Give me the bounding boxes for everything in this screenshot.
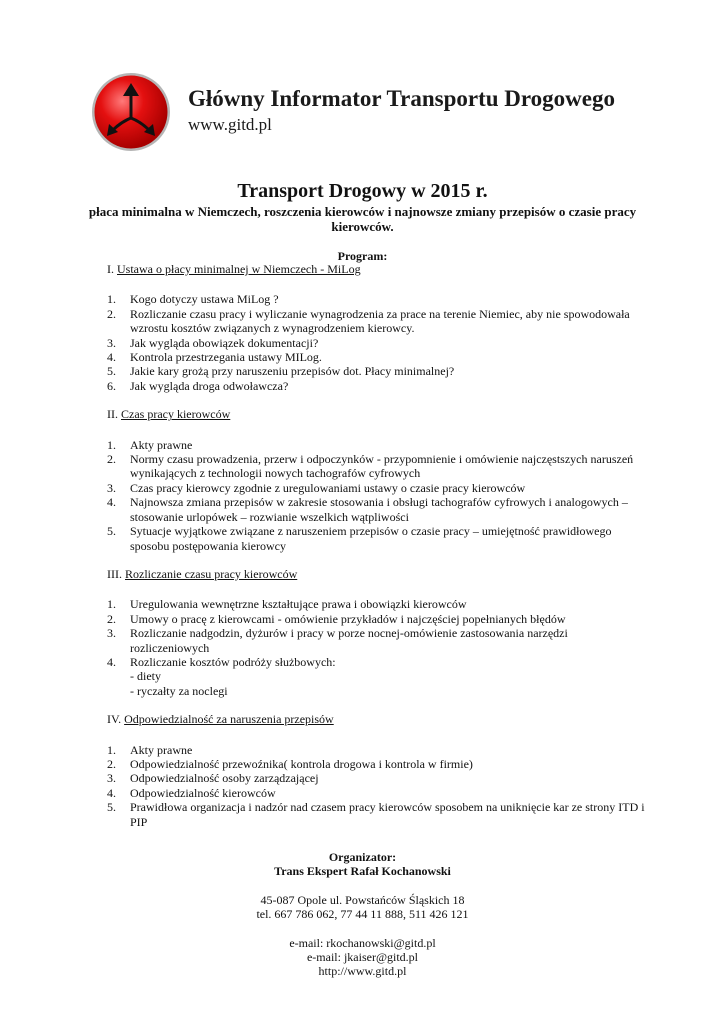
sub-item: - ryczałty za noclegi (130, 683, 228, 698)
section-numeral: I. (107, 262, 114, 276)
list-item (107, 786, 647, 800)
list-item (107, 364, 647, 378)
item-text: Najnowsza zmiana przepisów w zakresie stosowania i obsługi tachografów cyfrowych i analogowych – stosowanie urlopówek – rozwianie wszelkich wątpliwości (130, 495, 628, 524)
item-text: Odpowiedzialność przewoźnika( kontrola drogowa i kontrola w firmie) (130, 756, 473, 771)
section-list (107, 743, 647, 829)
section-numeral: III. (107, 566, 122, 581)
organizer-address: 45-087 Opole ul. Powstańców Śląskich 18 (260, 892, 465, 907)
item-number: 4. (107, 785, 116, 800)
section-numeral: II. (107, 407, 118, 422)
document-subtitle: płaca minimalna w Niemczech, roszczenia kierowców i najnowsze zmiany przepisów o czasie pracy kierowców. (88, 204, 637, 234)
section-heading (107, 567, 647, 581)
item-number: 5. (107, 524, 116, 539)
organizer-email-1[interactable]: e-mail: rkochanowski@gitd.pl (289, 935, 436, 950)
section-list (107, 597, 647, 698)
gitd-logo-icon (91, 72, 171, 152)
item-text: Umowy o pracę z kierowcami - omówienie przykładów i najczęściej popełnianych błędów (130, 611, 566, 626)
item-number: 2. (107, 306, 116, 321)
organizer-email-2[interactable]: e-mail: jkaiser@gitd.pl (306, 950, 419, 965)
organizer-phone: tel. 667 786 062, 77 44 11 888, 511 426 121 (256, 907, 469, 922)
org-title: Główny Informator Transportu Drogowego (188, 86, 615, 111)
item-text: Kogo dotyczy ustawa MiLog ? (130, 292, 279, 307)
list-item (107, 612, 647, 626)
item-number: 4. (107, 350, 116, 365)
item-number: 4. (107, 495, 116, 510)
item-text: Czas pracy kierowcy zgodnie z uregulowaniami ustawy o czasie pracy kierowców (130, 480, 526, 495)
item-number: 5. (107, 364, 116, 379)
section-title: Odpowiedzialność za naruszenia przepisów (124, 712, 334, 727)
item-number: 1. (107, 292, 116, 307)
section-numeral: IV. (107, 712, 122, 727)
item-text: Normy czasu prowadzenia, przerw i odpoczynków - przypomnienie i omówienie najczęstszych naruszeń wynikających z technologii nowych tachografów cyfrowych (130, 452, 634, 481)
section-title: Ustawa o płacy minimalnej w Niemczech - MiLog (117, 262, 361, 276)
list-item (107, 597, 647, 611)
item-text: Jakie kary grożą przy naruszeniu przepisów dot. Płacy minimalnej? (130, 364, 455, 379)
program-content (107, 262, 647, 829)
list-item (107, 757, 647, 771)
list-item (107, 743, 647, 757)
section-title: Czas pracy kierowców (121, 407, 231, 422)
item-text: Uregulowania wewnętrzne kształtujące prawa i obowiązki kierowców (130, 597, 467, 612)
item-text: Rozliczanie nadgodzin, dyżurów i pracy w porze nocnej-omówienie zastosowania narzędzi rozliczeniowych (130, 626, 568, 655)
item-number: 1. (107, 597, 116, 612)
item-number: 1. (107, 437, 116, 452)
list-item (107, 350, 647, 364)
item-text-group (130, 655, 647, 698)
list-item (107, 524, 647, 553)
list-item (107, 307, 647, 336)
organizer-name: Trans Ekspert Rafał Kochanowski (274, 864, 451, 879)
section-heading (107, 712, 647, 726)
list-item (107, 379, 647, 393)
item-text: Akty prawne (130, 437, 193, 452)
item-text: Akty prawne (130, 742, 193, 757)
item-number: 2. (107, 756, 116, 771)
organizer-block (0, 850, 725, 979)
item-number: 3. (107, 335, 116, 350)
section-heading (107, 407, 647, 421)
organizer-website[interactable]: http://www.gitd.pl (318, 964, 407, 979)
item-number: 6. (107, 378, 116, 393)
list-item (107, 292, 647, 306)
item-number: 4. (107, 654, 116, 669)
list-item (107, 438, 647, 452)
item-number: 5. (107, 800, 116, 815)
item-text: Prawidłowa organizacja i nadzór nad czasem pracy kierowców sposobem na uniknięcie kar ze strony ITD i PIP (130, 800, 645, 829)
document-title: Transport Drogowy w 2015 r. (237, 180, 488, 202)
item-text: Rozliczanie czasu pracy i wyliczanie wynagrodzenia za prace na terenie Niemiec, aby nie spowodowała wzrostu kosztów związanych z wynagrodzeniem kierowcy. (130, 306, 630, 336)
sub-item: - diety (130, 669, 161, 684)
item-number: 1. (107, 742, 116, 757)
list-item (107, 495, 647, 524)
list-item (107, 452, 647, 481)
list-item (107, 771, 647, 785)
list-item (107, 626, 647, 655)
list-item (107, 655, 647, 698)
section-heading (107, 262, 647, 276)
item-number: 3. (107, 771, 116, 786)
item-text: Rozliczanie kosztów podróży służbowych: (130, 654, 336, 669)
item-text: Kontrola przestrzegania ustawy MILog. (130, 350, 322, 365)
section-title: Rozliczanie czasu pracy kierowców (125, 566, 298, 581)
item-number: 3. (107, 626, 116, 641)
item-number: 2. (107, 452, 116, 467)
section-list (107, 438, 647, 553)
item-text: Odpowiedzialność kierowców (130, 785, 276, 800)
item-number: 2. (107, 611, 116, 626)
list-item (107, 481, 647, 495)
item-text: Jak wygląda obowiązek dokumentacji? (130, 335, 319, 350)
list-item (107, 800, 647, 829)
org-url[interactable]: www.gitd.pl (188, 115, 272, 134)
organizer-label: Organizator: (328, 850, 397, 864)
list-item (107, 336, 647, 350)
section-list (107, 292, 647, 393)
item-text: Sytuacje wyjątkowe związane z naruszeniem przepisów o czasie pracy – umiejętność prawidłowego sposobu postępowania kierowcy (130, 524, 612, 553)
item-number: 3. (107, 480, 116, 495)
program-label: Program: (337, 249, 388, 263)
item-text: Odpowiedzialność osoby zarządzającej (130, 771, 319, 786)
item-text: Jak wygląda droga odwoławcza? (130, 378, 289, 393)
